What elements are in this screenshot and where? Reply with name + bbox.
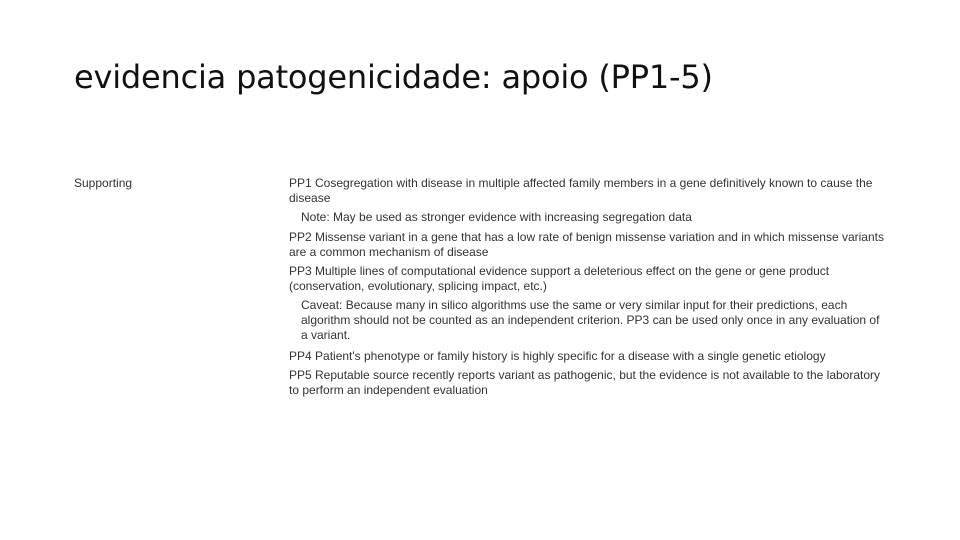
criterion-pp1: PP1 Cosegregation with disease in multiple affected family members in a gene definitively known to cause the disease [289, 176, 873, 205]
criterion-pp5: PP5 Reputable source recently reports variant as pathogenic, but the evidence is not available to the laboratory to perform an independent evaluation [289, 368, 881, 397]
slide-title: evidencia patogenicidade: apoio (PP1-5) [74, 58, 713, 96]
criteria-list [289, 176, 889, 402]
criterion-pp3: PP3 Multiple lines of computational evidence support a deleterious effect on the gene or gene product (conservation, evolutionary, splicing impact, etc.) [289, 264, 830, 293]
criterion-pp3-caveat: Caveat: Because many in silico algorithms use the same or very similar input for their predictions, each algorithm should not be counted as an independent criterion. PP3 can be used only once in any evaluation of a variant. [301, 298, 880, 342]
criterion-pp4: PP4 Patient's phenotype or family history is highly specific for a disease with a single genetic etiology [289, 349, 826, 363]
evidence-category-label: Supporting [74, 176, 133, 190]
criterion-pp1-note: Note: May be used as stronger evidence with increasing segregation data [301, 210, 692, 224]
criterion-pp2: PP2 Missense variant in a gene that has a low rate of benign missense variation and in which missense variants are a common mechanism of disease [289, 230, 884, 259]
